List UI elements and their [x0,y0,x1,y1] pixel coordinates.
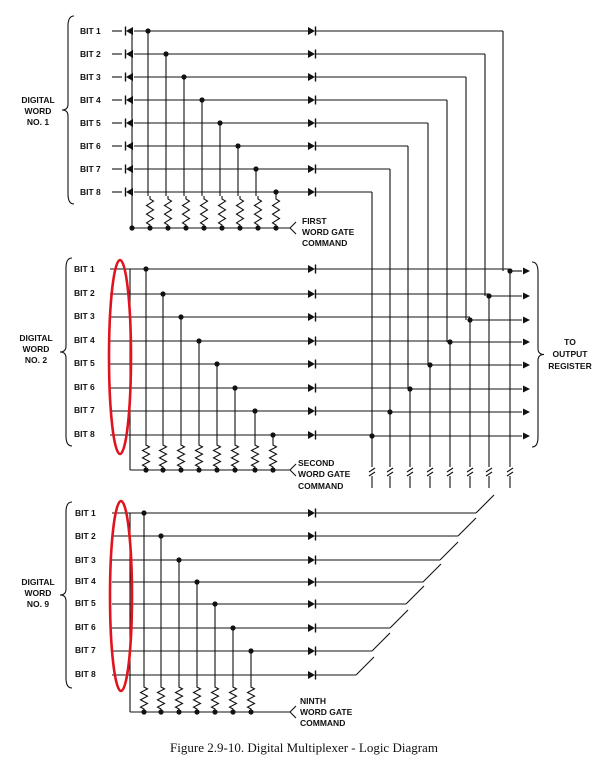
diode-icon [308,142,315,150]
junction-dot [270,467,275,472]
diode-icon [308,556,315,564]
diode-icon [308,509,315,517]
output-bus-line [458,518,476,536]
bit-label: BIT 5 [74,358,95,368]
bit-label: BIT 7 [80,164,101,174]
junction-dot [427,362,432,367]
arrowhead-icon [523,362,530,369]
output-bus-line [372,633,390,651]
command-label-line: SECOND [298,458,335,468]
diode-icon [126,142,133,150]
break-mark [407,468,413,472]
command-label-line: NINTH [300,696,326,706]
resistor-icon [178,442,185,470]
diode-icon [126,27,133,35]
junction-dot [232,385,237,390]
junction-dot [163,51,168,56]
junction-dot [129,225,134,230]
resistor-icon [160,442,167,470]
arrowhead-icon [523,268,530,275]
group-label-line: DIGITAL [19,333,53,343]
arrowhead-icon [523,433,530,440]
resistor-icon [183,196,190,228]
diode-icon [308,50,315,58]
junction-dot [158,533,163,538]
resistor-icon [252,442,259,470]
junction-dot [214,361,219,366]
junction-dot [273,189,278,194]
resistor-icon [232,442,239,470]
command-label-line: FIRST [302,216,327,226]
resistor-icon [196,442,203,470]
junction-dot [270,432,275,437]
junction-dot [143,266,148,271]
break-mark [507,468,513,472]
junction-dot [143,467,148,472]
group-1 [21,26,354,248]
diode-icon [308,384,315,392]
arrowhead-icon [523,386,530,393]
break-mark [369,472,375,476]
junction-dot [219,225,224,230]
junction-dot [387,409,392,414]
brace [532,262,544,447]
group-label-line: DIGITAL [21,95,55,105]
diode-icon [126,119,133,127]
junction-dot [467,317,472,322]
output-bus-line [476,495,494,513]
junction-dot [201,225,206,230]
resistor-icon [141,684,148,712]
junction-dot [369,433,374,438]
command-label-line: COMMAND [300,718,346,728]
output-bus-line [406,586,424,604]
arrowhead-icon [523,317,530,324]
junction-dot [230,709,235,714]
brace [60,258,72,446]
junction-dot [141,510,146,515]
break-mark [507,472,513,476]
command-label-line: WORD GATE [302,227,355,237]
arrowhead-icon [523,339,530,346]
break-mark [387,468,393,472]
junction-dot [253,166,258,171]
junction-dot [194,709,199,714]
bit-label: BIT 4 [74,335,95,345]
output-label-line: TO [564,337,576,347]
junction-dot [252,408,257,413]
junction-dot [237,225,242,230]
resistor-icon [255,196,262,228]
diode-icon [308,624,315,632]
resistor-icon [143,442,150,470]
brace [62,16,74,204]
junction-dot [145,28,150,33]
break-mark [486,468,492,472]
group-label-line: NO. 1 [26,117,50,127]
group-label-line: NO. 2 [24,355,48,365]
bit-label: BIT 8 [80,187,101,197]
break-mark [467,468,473,472]
bit-label: BIT 8 [75,669,96,679]
junction-dot [255,225,260,230]
bit-label: BIT 3 [80,72,101,82]
junction-dot [181,74,186,79]
bit-label: BIT 6 [80,141,101,151]
brace [60,502,72,688]
command-arrow [290,464,296,476]
diode-icon [308,647,315,655]
junction-dot [486,293,491,298]
command-arrow [290,706,296,718]
break-mark [447,468,453,472]
junction-dot [248,648,253,653]
junction-dot [176,709,181,714]
bit-label: BIT 1 [74,264,95,274]
output-bus-line [390,610,408,628]
junction-dot [248,709,253,714]
junction-dot [196,338,201,343]
group-label-line: WORD [24,106,52,116]
bit-label: BIT 5 [80,118,101,128]
diode-icon [126,96,133,104]
diode-icon [308,431,315,439]
diode-icon [308,360,315,368]
break-mark [387,472,393,476]
diode-icon [308,532,315,540]
bit-label: BIT 7 [74,405,95,415]
resistor-icon [147,196,154,228]
break-mark [369,468,375,472]
break-mark [427,468,433,472]
bit-label: BIT 3 [75,555,96,565]
group-label-line: NO. 9 [26,599,50,609]
break-mark [447,472,453,476]
group-9 [21,508,352,728]
junction-dot [232,467,237,472]
diode-icon [126,165,133,173]
command-label-line: COMMAND [298,481,344,491]
junction-dot [199,97,204,102]
junction-dot [212,601,217,606]
junction-dot [230,625,235,630]
junction-dot [447,339,452,344]
command-label-line: COMMAND [302,238,348,248]
diode-icon [308,337,315,345]
highlight-ellipse [110,501,132,691]
diode-icon [308,407,315,415]
figure-caption: Figure 2.9-10. Digital Multiplexer - Logic Diagram [170,740,438,755]
junction-dot [178,314,183,319]
diode-icon [126,73,133,81]
junction-dot [507,268,512,273]
diode-icon [308,578,315,586]
diode-icon [308,600,315,608]
group-2 [19,264,350,491]
bit-label: BIT 4 [80,95,101,105]
resistor-icon [230,684,237,712]
bit-label: BIT 2 [80,49,101,59]
junction-dot [252,467,257,472]
group-label-line: WORD [24,588,52,598]
diode-icon [126,188,133,196]
highlight-ellipse [109,260,131,454]
diode-icon [126,50,133,58]
resistor-icon [165,196,172,228]
junction-dot [176,557,181,562]
resistor-icon [270,442,277,470]
resistor-icon [237,196,244,228]
diode-icon [308,313,315,321]
break-mark [427,472,433,476]
bit-label: BIT 1 [80,26,101,36]
resistor-icon [194,684,201,712]
bit-label: BIT 7 [75,645,96,655]
output-bus-line [356,657,374,675]
output-label-line: OUTPUT [552,349,588,359]
junction-dot [212,709,217,714]
command-label-line: WORD GATE [300,707,353,717]
diode-icon [308,188,315,196]
resistor-icon [219,196,226,228]
break-mark [407,472,413,476]
resistor-icon [212,684,219,712]
diode-icon [308,265,315,273]
bit-label: BIT 4 [75,576,96,586]
output-bus-line [423,564,441,582]
command-label-line: WORD GATE [298,469,351,479]
junction-dot [183,225,188,230]
junction-dot [196,467,201,472]
bit-label: BIT 2 [75,531,96,541]
arrowhead-icon [523,409,530,416]
group-label-line: WORD [22,344,50,354]
resistor-icon [176,684,183,712]
command-arrow [290,222,296,234]
resistor-icon [273,196,280,228]
resistor-icon [248,684,255,712]
junction-dot [141,709,146,714]
diode-icon [308,165,315,173]
junction-dot [214,467,219,472]
resistor-icon [214,442,221,470]
bit-label: BIT 2 [74,288,95,298]
junction-dot [407,386,412,391]
junction-dot [158,709,163,714]
output-label-line: REGISTER [548,361,592,371]
junction-dot [273,225,278,230]
junction-dot [235,143,240,148]
junction-dot [160,467,165,472]
bit-label: BIT 5 [75,598,96,608]
output-bus-line [440,542,458,560]
diode-icon [308,73,315,81]
output-register-label [548,337,591,371]
junction-dot [194,579,199,584]
junction-dot [147,225,152,230]
diode-icon [308,96,315,104]
resistor-icon [201,196,208,228]
junction-dot [165,225,170,230]
bit-label: BIT 3 [74,311,95,321]
diode-icon [308,27,315,35]
resistor-icon [158,684,165,712]
bit-label: BIT 1 [75,508,96,518]
junction-dot [160,291,165,296]
break-mark [486,472,492,476]
arrowhead-icon [523,293,530,300]
bit-label: BIT 8 [74,429,95,439]
bit-label: BIT 6 [74,382,95,392]
bit-label: BIT 6 [75,622,96,632]
group-label-line: DIGITAL [21,577,55,587]
components [109,27,530,715]
diode-icon [308,290,315,298]
junction-dot [217,120,222,125]
break-mark [467,472,473,476]
diode-icon [308,119,315,127]
diode-icon [308,671,315,679]
junction-dot [178,467,183,472]
